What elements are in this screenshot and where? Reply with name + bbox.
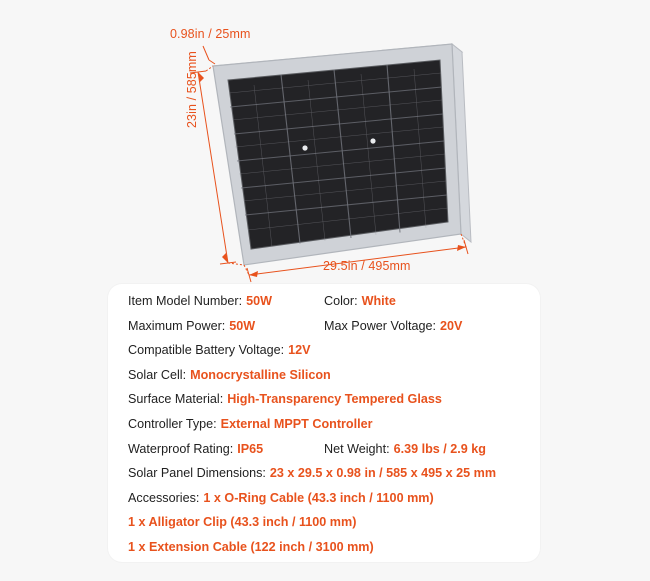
spec-label: Accessories:: [128, 490, 200, 505]
spec-value: 12V: [288, 343, 311, 358]
spec-value: 6.39 lbs / 2.9 kg: [393, 441, 486, 456]
panel-laminate: [228, 60, 448, 249]
spec-row: [128, 343, 528, 368]
spec-label: Net Weight:: [324, 441, 390, 456]
spec-maximum-power: [128, 319, 324, 333]
spec-label: Solar Cell:: [128, 367, 187, 382]
specification-list: [128, 294, 528, 565]
spec-row: [128, 540, 528, 565]
spec-row: [128, 392, 528, 417]
height-dimension-label: 23in / 585mm: [185, 51, 199, 128]
width-arrow-left: [249, 271, 258, 277]
spec-row: [128, 515, 528, 540]
width-ext-left: [244, 265, 249, 275]
spec-surface-material: [128, 392, 442, 406]
spec-label: Waterproof Rating:: [128, 441, 234, 456]
spec-row: [128, 491, 528, 516]
spec-row: [128, 466, 528, 491]
spec-label: Compatible Battery Voltage:: [128, 343, 285, 358]
spec-solar-cell: [128, 368, 331, 382]
spec-row: [128, 417, 528, 442]
spec-net-weight: [324, 442, 486, 456]
spec-compatible-battery-voltage: [128, 343, 311, 357]
panel-body: [213, 44, 471, 265]
spec-value: IP65: [237, 441, 264, 456]
spec-color: [324, 294, 396, 308]
spec-row: [128, 442, 528, 467]
solar-panel-illustration: [0, 0, 650, 285]
height-ext-top: [206, 66, 213, 71]
spec-value: Monocrystalline Silicon: [190, 367, 331, 382]
spec-value: 23 x 29.5 x 0.98 in / 585 x 495 x 25 mm: [269, 466, 497, 481]
spec-label: Item Model Number:: [128, 294, 243, 308]
panel-center-dot-right: [370, 138, 375, 143]
spec-row: [128, 319, 528, 344]
height-ext-bottom: [228, 263, 244, 265]
spec-max-power-voltage: [324, 319, 462, 333]
width-dimension-label: 29.5in / 495mm: [323, 259, 411, 273]
solar-panel-diagram: [0, 0, 650, 285]
thickness-tick: [209, 60, 215, 64]
spec-item-model-number: [128, 294, 324, 308]
spec-solar-panel-dimensions: [128, 466, 496, 480]
spec-label: Controller Type:: [128, 416, 217, 431]
spec-label: Surface Material:: [128, 392, 224, 407]
spec-waterproof-rating: [128, 442, 324, 456]
spec-controller-type: [128, 417, 373, 431]
spec-label: Color:: [324, 294, 358, 308]
thickness-dimension-label: 0.98in / 25mm: [170, 27, 251, 41]
spec-value: External MPPT Controller: [220, 416, 373, 431]
spec-accessory-extra: 1 x Alligator Clip (43.3 inch / 1100 mm): [128, 515, 357, 530]
spec-value: White: [361, 294, 396, 308]
spec-value: High-Transparency Tempered Glass: [227, 392, 442, 407]
spec-value: 50W: [246, 294, 272, 308]
spec-row: [128, 368, 528, 393]
spec-value: 1 x O-Ring Cable (43.3 inch / 1100 mm): [203, 490, 434, 505]
specification-card: [108, 284, 540, 562]
spec-label: Solar Panel Dimensions:: [128, 466, 266, 481]
width-arrow-right: [457, 245, 466, 251]
spec-label: Maximum Power:: [128, 318, 226, 333]
spec-value: 20V: [440, 318, 463, 333]
spec-value: 50W: [229, 318, 256, 333]
panel-center-dot-left: [302, 145, 307, 150]
spec-accessories: [128, 491, 434, 505]
spec-accessory-extra: 1 x Extension Cable (122 inch / 3100 mm): [128, 539, 374, 554]
spec-row: [128, 294, 528, 319]
thickness-leader: [203, 46, 209, 60]
spec-label: Max Power Voltage:: [324, 318, 437, 333]
